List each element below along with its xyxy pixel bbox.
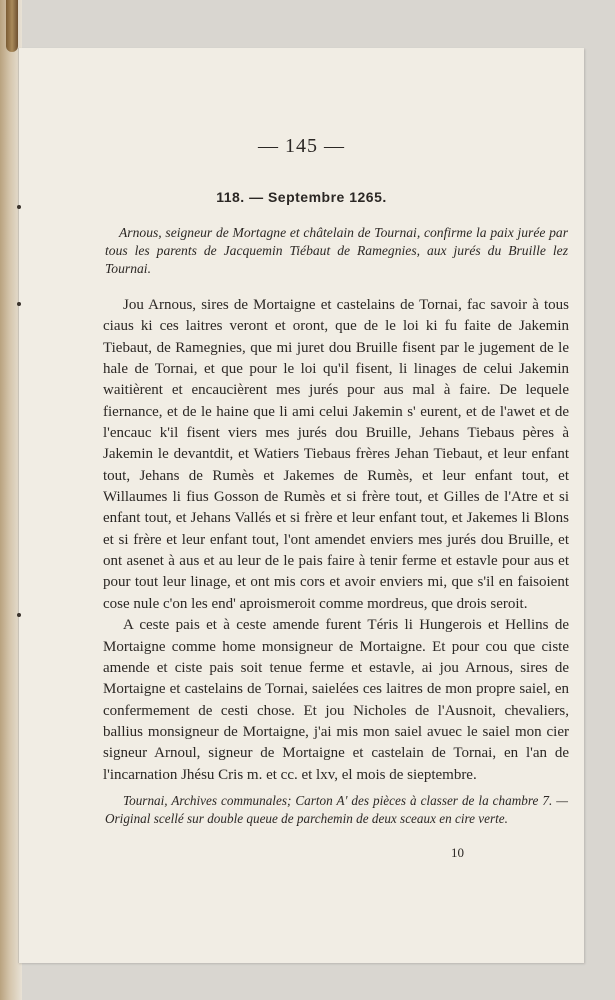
body-paragraph-1: Jou Arnous, sires de Mortaigne et castelains de Tornai, fac savoir à tous ciaus ki ces laitres veront et oront, que de le loi ki fu faite de Jakemin Tiebaut, de Ramegnies, que mi juret dou Bruille fisent par le jugement de le hale de Tornai, et que pour le loi qu'il fisent, li linages de celui Jakemin waitièrent et encaucièrent mes jurés pour aus mal à faire. De lequele fiernance, et de le haine que li ami celui Jakemin s' eurent, et de l'awet et de l'encauc k'il fisent viers mes jurés dou Bruille, Jehans Tiebaus pères à Jakemin le devantdit, et Watiers Tiebaus frères Jehan Tiebaut, et leur enfant tout, Jehans de Rumès et Jakemes de Rumès, et leur enfant tout, et Willaumes li fius Gosson de Rumès et si frère tout, et Gilles de l'Atre et si enfant tout, et Jehans Vallés et si frère et leur enfant tout, et Jakemes li Blons et si frère et leur enfant tout, l'ont amendet enviers mes jurés dou Bruille, et ont asenet à aus et au leur de le pais faire à tenir ferme et estavle pour aus et pour tout leur linage, et ont mis cors et avoir enviers mi, que s'il en faisoient cose nule c'on les end' aproismeroit comme mordreus, que drois seroit.: [103, 297, 569, 612]
signature-mark: 10: [451, 845, 464, 860]
margin-mark: [17, 302, 21, 306]
charter-text: [103, 295, 569, 786]
margin-mark: [17, 205, 21, 209]
binding-thread: [6, 0, 18, 52]
document-heading: 118. — Septembre 1265.: [216, 189, 387, 205]
page-number: — 145 —: [258, 135, 345, 157]
margin-mark: [17, 613, 21, 617]
source-note: Tournai, Archives communales; Carton A' des pièces à classer de la chambre 7. — Original scellé sur double queue de parchemin de deux sceaux en cire verte.: [105, 793, 568, 826]
document-summary: Arnous, seigneur de Mortagne et châtelain de Tournai, confirme la paix jurée par tous les parents de Jacquemin Tiébaut de Ramegnies, aux jurés du Bruille lez Tournai.: [105, 225, 568, 276]
book-page: [18, 48, 584, 963]
body-paragraph-2: A ceste pais et à ceste amende furent Téris li Hungerois et Hellins de Mortaigne comme home monsigneur de Mortaigne. Et pour cou que ciste amende et ciste pais soit tenue ferme et estavle, ai jou Arnous, sires de Mortaigne et castelains de Tornai, saielées ces laitres de mon propre saiel, en confermement de cesti chose. Et jou Nicholes de l'Ausnoit, chevaliers, ballius monsigneur de Mortaigne, j'ai mis mon saiel avuec le saiel mon cier signeur Arnoul, signeur de Mortaigne et castelain de Tornai, en l'an de l'incarnation Jhésu Cris m. et cc. et lxv, el mois de sieptembre.: [103, 617, 569, 783]
